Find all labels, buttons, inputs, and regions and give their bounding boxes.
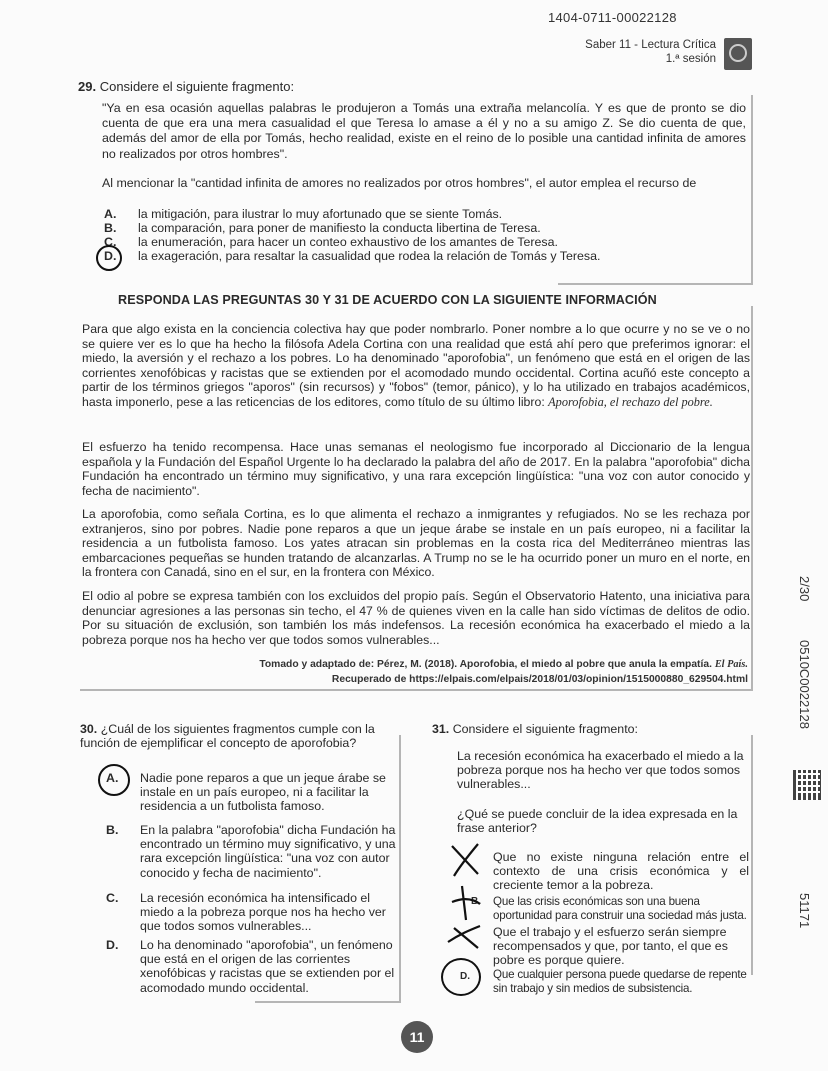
q31-right-rule: [751, 735, 753, 975]
side-page-count: 2/30: [797, 576, 812, 602]
q29-quote: "Ya en esa ocasión aquellas palabras le produjeron a Tomás una extraña melancolía. Y es que de pronto se dio cuenta de que era una mera casualidad el que Teresa lo amase a él y no a su amigo Z. Se dio cuenta de que, además del amor de ella por Tomás, hecho realidad, existe en el reino de lo posible una cantidad infinita de amores no realizados por otros hombres".: [102, 101, 746, 161]
side-code: 51171: [797, 893, 812, 929]
q29-right-rule: [751, 95, 753, 285]
passage-paragraph-2: El esfuerzo ha tenido recompensa. Hace unas semanas el neologismo fue incorporado al Diccionario de la lengua española y la Fundación del Español Urgente lo ha declarado la palabra del año de 2017. En la palabra "aporofobia" dicha Fundación ha encontrado un término muy significativo, y una rara excepción lingüística: "una voz con autor conocido y fecha de nacimiento".: [82, 440, 750, 498]
document-id: 1404-0711-00022128: [548, 10, 677, 25]
passage-paragraph-1: Para que algo exista en la conciencia colectiva hay que poder nombrarlo. Poner nombre a lo que ocurre y no se ve o no se quiere ver es lo que ha hecho la filósofa Adela Cortina con una realidad que está ahí pero que preferimos ignorar: el miedo, la aversión y el rechazo a los pobres. Lo ha denominado "aporofobia", un fenómeno que está en el origen de las corrientes xenofóbicas y racistas que se extienden por el acomodado mundo occidental. Cortina acuñó este concepto a partir de los términos griegos "aporos" (sin recursos) y "fobos" (temor, pánico), y lo ha utilizado en trabajos académicos, hasta imponerlo, pese a las reticencias de los editores, como título de su último libro: Aporofobia, el rechazo del pobre.: [82, 322, 750, 409]
exam-session: 1.ª sesión: [665, 53, 716, 65]
passage-bottom-rule: [80, 689, 753, 691]
q31-cross-b-mark: [448, 882, 484, 922]
q30-answer-circle: [98, 764, 130, 796]
q29-option-b[interactable]: B. la comparación, para poner de manifiesto la conducta libertina de Teresa.: [104, 221, 541, 235]
q31-number: 31.: [432, 722, 450, 736]
q31-question: ¿Qué se puede concluir de la idea expresada en la frase anterior?: [457, 807, 738, 836]
q30-bottom-rule: [255, 1001, 401, 1003]
passage-paragraph-4: El odio al pobre se expresa también con los excluidos del propio país. Según el Observatorio Hatento, una iniciativa para denunciar agresiones a las personas sin techo, el 47 % de quienes viven en la calle han sido víctimas de delitos de odio. Por su situación de exclusión, son también los más indefensos. La recesión económica ha exacerbado el miedo a la pobreza porque nos ha hecho ver que todos somos vulnerables...: [82, 589, 750, 647]
q29-option-a[interactable]: A. la mitigación, para ilustrar lo muy afortunado que se siente Tomás.: [104, 207, 503, 221]
qr-code-pattern: [796, 773, 820, 797]
q30-option-d[interactable]: D. Lo ha denominado "aporofobia", un fenómeno que está en el origen de las corrientes xenofóbicas y racistas que se extienden por el acomodado mundo occidental.: [106, 938, 395, 995]
source-credit: Tomado y adaptado de: Pérez, M. (2018). Aporofobia, el miedo al pobre que anula la empatía. El País. Recuperado de https://elpais.com/elpais/2018/01/03/opinion/1515000880_629504.html: [259, 659, 748, 685]
q29-option-d[interactable]: D. la exageración, para resaltar la casualidad que rodea la relación de Tomás y Teresa.: [104, 249, 601, 263]
q31-prompt: Considere el siguiente fragmento:: [452, 722, 638, 736]
source-url: Recuperado de https://elpais.com/elpais/2018/01/03/opinion/1515000880_629504.html: [331, 674, 748, 685]
q29-number: 29.: [78, 79, 97, 94]
q31-option-b[interactable]: B. Que las crisis económicas son una buena oportunidad para construir una sociedad más justa.: [471, 895, 747, 923]
q30-right-rule: [399, 735, 401, 1003]
q30-option-a[interactable]: A. Nadie pone reparos a que un jeque árabe se instale en un país europeo, ni a facilitar la residencia a un futbolista famoso.: [106, 771, 386, 814]
page-number: 11: [401, 1021, 433, 1053]
q31-option-d[interactable]: D. Que cualquier persona puede quedarse de repente sin trabajo y sin medios de subsistencia.: [460, 968, 747, 996]
exam-title: Saber 11 - Lectura Crítica: [585, 39, 716, 51]
q29-stem: Al mencionar la "cantidad infinita de amores no realizados por otros hombres", el autor emplea el recurso de: [102, 176, 697, 190]
q30-prompt: ¿Cuál de los siguientes fragmentos cumple con la función de ejemplificar el concepto de aporofobia?: [80, 722, 375, 751]
q30-option-b[interactable]: B. En la palabra "aporofobia" dicha Fundación ha encontrado un término muy significativo, y una rara excepción lingüística: "una voz con autor conocido y fecha de nacimiento".: [106, 823, 396, 880]
side-booklet-code: 0510C0022128: [797, 640, 812, 729]
q30-number: 30.: [80, 722, 98, 736]
q29-heading: [78, 79, 294, 94]
q30-option-c[interactable]: C. La recesión económica ha intensificado el miedo a la pobreza porque nos ha hecho ver que todos somos vulnerables...: [106, 891, 386, 934]
exam-header: [585, 38, 716, 66]
q31-option-c[interactable]: Que el trabajo y el esfuerzo serán siempre recompensados y que, por tanto, el que es pobre es porque quiere.: [493, 925, 728, 968]
section-heading: RESPONDA LAS PREGUNTAS 30 Y 31 DE ACUERDO CON LA SIGUIENTE INFORMACIÓN: [118, 293, 657, 307]
q31-answer-circle: [441, 958, 481, 996]
icfes-logo-icon: [724, 38, 752, 70]
q29-option-c[interactable]: C. la enumeración, para hacer un conteo exhaustivo de los amantes de Teresa.: [104, 235, 558, 249]
passage-right-rule: [751, 306, 753, 691]
q31-quote: La recesión económica ha exacerbado el miedo a la pobreza porque nos ha hecho ver que todos somos vulnerables...: [457, 749, 744, 792]
q30-heading: [80, 722, 400, 750]
q31-heading: [432, 722, 752, 736]
q29-answer-circle: [96, 245, 122, 271]
q31-cross-c-mark: [444, 920, 484, 956]
book-title: Aporofobia, el rechazo del pobre.: [548, 394, 713, 409]
q29-bottom-rule: [558, 283, 753, 285]
q31-cross-a-mark: [446, 840, 486, 880]
q31-option-a[interactable]: Que no existe ninguna relación entre el contexto de una crisis económica y el creciente temor a la pobreza.: [493, 850, 749, 893]
q29-prompt: Considere el siguiente fragmento:: [99, 79, 295, 94]
passage-paragraph-3: La aporofobia, como señala Cortina, es lo que alimenta el rechazo a inmigrantes y refugiados. No se les rechaza por extranjeros, sino por pobres. Nadie pone reparos a que un jeque árabe se instale en un país europeo, ni a facilitar la residencia a un futbolista famoso. Los yates atracan sin problemas en la costa rica del Mediterráneo mientras las embarcaciones pequeñas se hunden tratando de alcanzarlas. A Trump no se le ha ocurrido poner un muro en el norte, en la frontera con Canadá, sino en el sur, en la frontera con México.: [82, 507, 750, 580]
